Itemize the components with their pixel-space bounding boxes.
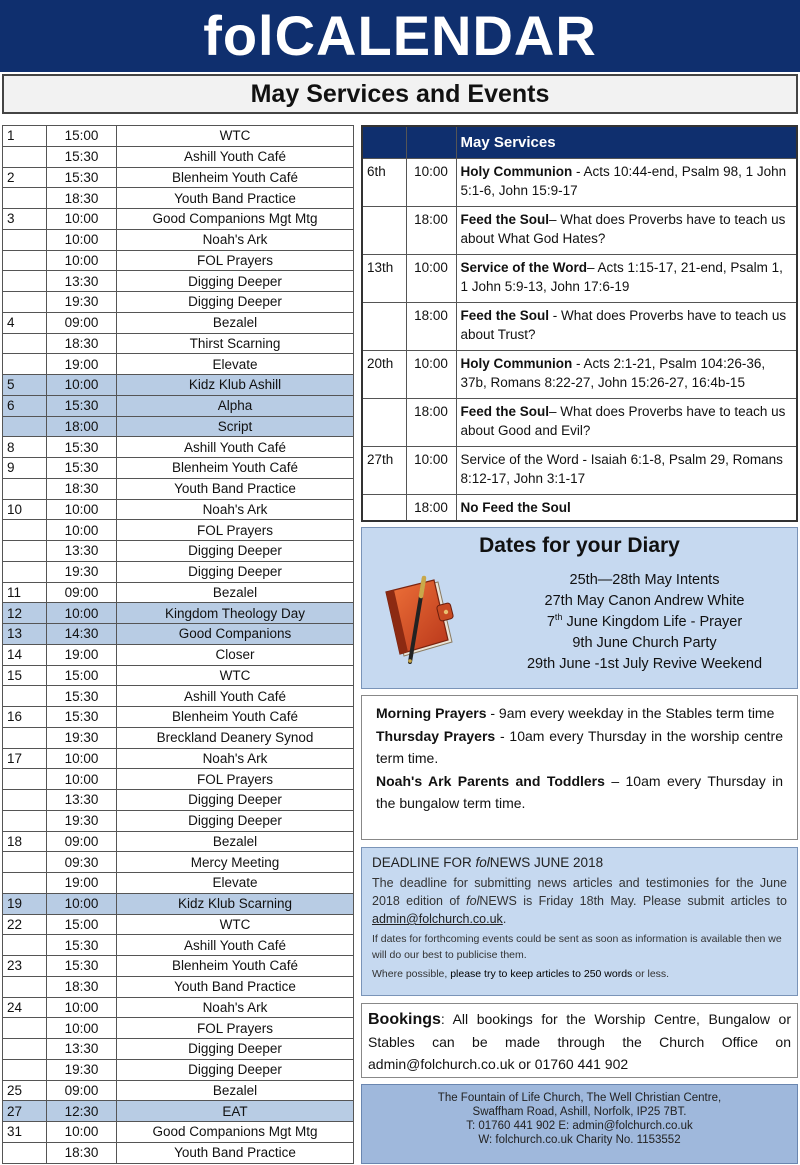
calendar-row <box>3 416 354 437</box>
calendar-day-cell: 12 <box>3 603 47 624</box>
calendar-row <box>3 312 354 333</box>
calendar-day-cell <box>3 852 47 873</box>
calendar-day-cell: 1 <box>3 126 47 147</box>
calendar-event-cell: Noah's Ark <box>117 748 354 769</box>
calendar-event-cell: FOL Prayers <box>117 520 354 541</box>
calendar-event-cell: Ashill Youth Café <box>117 935 354 956</box>
service-name: Holy Communion <box>460 355 573 371</box>
calendar-time-cell: 19:30 <box>47 810 117 831</box>
service-description-cell <box>456 254 797 302</box>
calendar-day-cell: 18 <box>3 831 47 852</box>
services-table <box>361 125 798 522</box>
calendar-row <box>3 146 354 167</box>
page-subtitle: May Services and Events <box>2 74 798 114</box>
calendar-row <box>3 582 354 603</box>
calendar-time-cell: 19:00 <box>47 873 117 894</box>
calendar-row <box>3 956 354 977</box>
calendar-day-cell <box>3 561 47 582</box>
calendar-time-cell: 09:00 <box>47 312 117 333</box>
service-time-cell: 10:00 <box>406 350 456 398</box>
calendar-row <box>3 561 354 582</box>
service-name: Holy Communion <box>460 163 573 179</box>
calendar-row <box>3 229 354 250</box>
calendar-row <box>3 188 354 209</box>
calendar-event-cell: Bezalel <box>117 831 354 852</box>
calendar-time-cell: 13:30 <box>47 790 117 811</box>
noahs-ark-text: Noah's Ark Parents and Toddlers – 10am every Thursday in the bungalow term time. <box>376 772 783 811</box>
footer-line: T: 01760 441 902 E: admin@folchurch.co.uk <box>466 1120 693 1132</box>
calendar-time-cell: 10:00 <box>47 997 117 1018</box>
calendar-event-cell: Blenheim Youth Café <box>117 707 354 728</box>
calendar-time-cell: 19:30 <box>47 561 117 582</box>
header-time-cell <box>406 126 456 158</box>
events-calendar-table <box>2 125 354 1164</box>
calendar-row <box>3 1080 354 1101</box>
calendar-day-cell <box>3 541 47 562</box>
calendar-row <box>3 333 354 354</box>
service-readings: – What does Proverbs have to teach us about What God Hates? <box>460 211 786 246</box>
calendar-event-cell: Good Companions Mgt Mtg <box>117 1122 354 1143</box>
calendar-event-cell: Blenheim Youth Café <box>117 956 354 977</box>
calendar-day-cell <box>3 1039 47 1060</box>
calendar-day-cell <box>3 873 47 894</box>
calendar-day-cell: 31 <box>3 1122 47 1143</box>
diary-item: 7th June Kingdom Life - Prayer <box>546 612 743 630</box>
calendar-day-cell <box>3 1018 47 1039</box>
calendar-time-cell: 15:00 <box>47 914 117 935</box>
calendar-day-cell: 4 <box>3 312 47 333</box>
calendar-row <box>3 395 354 416</box>
calendar-row <box>3 914 354 935</box>
calendar-row <box>3 624 354 645</box>
calendar-day-cell: 22 <box>3 914 47 935</box>
calendar-event-cell: Blenheim Youth Café <box>117 167 354 188</box>
calendar-event-cell: Youth Band Practice <box>117 1142 354 1163</box>
calendar-row <box>3 748 354 769</box>
calendar-event-cell: Kidz Klub Scarning <box>117 893 354 914</box>
calendar-time-cell: 09:00 <box>47 582 117 603</box>
service-description-cell <box>456 158 797 206</box>
calendar-row <box>3 478 354 499</box>
calendar-row <box>3 520 354 541</box>
calendar-time-cell: 10:00 <box>47 1018 117 1039</box>
calendar-time-cell: 18:30 <box>47 478 117 499</box>
calendar-time-cell: 14:30 <box>47 624 117 645</box>
diary-item: 29th June -1st July Revive Weekend <box>526 656 763 672</box>
calendar-time-cell: 19:00 <box>47 644 117 665</box>
calendar-time-cell: 13:30 <box>47 541 117 562</box>
admin-email-link[interactable]: admin@folchurch.co.uk <box>372 912 503 926</box>
calendar-event-cell: Ashill Youth Café <box>117 686 354 707</box>
calendar-day-cell: 3 <box>3 209 47 230</box>
calendar-day-cell: 15 <box>3 665 47 686</box>
calendar-day-cell <box>3 250 47 271</box>
calendar-day-cell: 27 <box>3 1101 47 1122</box>
calendar-event-cell: WTC <box>117 665 354 686</box>
calendar-time-cell: 10:00 <box>47 748 117 769</box>
service-description-cell <box>456 446 797 494</box>
calendar-row <box>3 437 354 458</box>
calendar-time-cell: 18:00 <box>47 416 117 437</box>
calendar-day-cell: 13 <box>3 624 47 645</box>
calendar-row <box>3 375 354 396</box>
calendar-day-cell: 2 <box>3 167 47 188</box>
service-row <box>362 302 797 350</box>
service-readings: - Acts 2:1-21, Psalm 104:26-36, 37b, Romans 8:22-27, John 15:26-27, 16:4b-15 <box>460 355 766 390</box>
service-description-cell <box>456 302 797 350</box>
calendar-row <box>3 976 354 997</box>
calendar-event-cell: Good Companions <box>117 624 354 645</box>
calendar-day-cell: 5 <box>3 375 47 396</box>
calendar-event-cell: Ashill Youth Café <box>117 146 354 167</box>
calendar-time-cell: 19:00 <box>47 354 117 375</box>
calendar-row <box>3 997 354 1018</box>
calendar-day-cell <box>3 146 47 167</box>
calendar-row <box>3 665 354 686</box>
calendar-event-cell: Youth Band Practice <box>117 976 354 997</box>
calendar-row <box>3 686 354 707</box>
calendar-day-cell <box>3 478 47 499</box>
service-day-cell <box>362 398 406 446</box>
calendar-row <box>3 1101 354 1122</box>
church-contact-footer <box>361 1084 798 1164</box>
calendar-row <box>3 1018 354 1039</box>
calendar-event-cell: Blenheim Youth Café <box>117 458 354 479</box>
calendar-row <box>3 831 354 852</box>
calendar-time-cell: 15:00 <box>47 665 117 686</box>
service-row <box>362 254 797 302</box>
service-readings: - What does Proverbs have to teach us about Trust? <box>460 307 787 342</box>
calendar-time-cell: 15:00 <box>47 126 117 147</box>
calendar-row <box>3 1059 354 1080</box>
calendar-day-cell <box>3 229 47 250</box>
calendar-time-cell: 13:30 <box>47 1039 117 1060</box>
calendar-event-cell: Kidz Klub Ashill <box>117 375 354 396</box>
calendar-time-cell: 19:30 <box>47 292 117 313</box>
calendar-day-cell: 16 <box>3 707 47 728</box>
calendar-row <box>3 935 354 956</box>
calendar-time-cell: 10:00 <box>47 520 117 541</box>
deadline-word-limit-note: Where possible, please try to keep articles to 250 words or less. <box>372 968 670 980</box>
calendar-row <box>3 292 354 313</box>
calendar-row <box>3 458 354 479</box>
calendar-event-cell: Noah's Ark <box>117 997 354 1018</box>
diary-box <box>361 527 798 689</box>
deadline-paragraph: The deadline for submitting news articles and testimonies for the June 2018 edition of folNEWS is Friday 18th May. Please submit articles to admin@folchurch.co.uk. <box>372 876 787 926</box>
calendar-event-cell: EAT <box>117 1101 354 1122</box>
prayers-box <box>361 695 798 840</box>
calendar-time-cell: 15:30 <box>47 395 117 416</box>
calendar-time-cell: 10:00 <box>47 209 117 230</box>
calendar-row <box>3 852 354 873</box>
service-day-cell <box>362 302 406 350</box>
morning-prayers-text: Morning Prayers - 9am every weekday in the Stables term time <box>376 705 775 721</box>
calendar-day-cell: 9 <box>3 458 47 479</box>
calendar-time-cell: 10:00 <box>47 603 117 624</box>
calendar-event-cell: Youth Band Practice <box>117 188 354 209</box>
calendar-event-cell: Noah's Ark <box>117 229 354 250</box>
calendar-row <box>3 209 354 230</box>
calendar-row <box>3 644 354 665</box>
calendar-row <box>3 250 354 271</box>
deadline-heading: DEADLINE FOR folNEWS JUNE 2018 <box>372 855 604 870</box>
calendar-event-cell: Elevate <box>117 873 354 894</box>
calendar-day-cell <box>3 188 47 209</box>
service-time-cell: 10:00 <box>406 446 456 494</box>
calendar-event-cell: Closer <box>117 644 354 665</box>
diary-item: 9th June Church Party <box>572 635 717 651</box>
calendar-time-cell: 09:30 <box>47 852 117 873</box>
service-name: Feed the Soul <box>460 403 550 419</box>
calendar-day-cell: 11 <box>3 582 47 603</box>
calendar-time-cell: 15:30 <box>47 956 117 977</box>
service-time-cell: 10:00 <box>406 158 456 206</box>
diary-list <box>502 570 787 675</box>
service-row <box>362 494 797 521</box>
calendar-time-cell: 15:30 <box>47 146 117 167</box>
calendar-event-cell: Digging Deeper <box>117 790 354 811</box>
service-time-cell: 18:00 <box>406 494 456 521</box>
calendar-day-cell <box>3 271 47 292</box>
calendar-time-cell: 15:30 <box>47 458 117 479</box>
calendar-event-cell: Digging Deeper <box>117 1039 354 1060</box>
calendar-time-cell: 09:00 <box>47 831 117 852</box>
calendar-row <box>3 810 354 831</box>
calendar-event-cell: Youth Band Practice <box>117 478 354 499</box>
service-row <box>362 158 797 206</box>
calendar-time-cell: 19:30 <box>47 1059 117 1080</box>
diary-title: Dates for your Diary <box>479 534 680 557</box>
calendar-event-cell: Ashill Youth Café <box>117 437 354 458</box>
service-readings: – Acts 1:15-17, 21-end, Psalm 1, 1 John 5:9-13, John 17:6-19 <box>460 259 783 294</box>
calendar-time-cell: 15:30 <box>47 437 117 458</box>
thursday-prayers-text: Thursday Prayers - 10am every Thursday in the worship centre term time. <box>376 727 783 766</box>
calendar-day-cell: 8 <box>3 437 47 458</box>
calendar-time-cell: 10:00 <box>47 250 117 271</box>
calendar-row <box>3 769 354 790</box>
service-row <box>362 350 797 398</box>
calendar-day-cell: 10 <box>3 499 47 520</box>
calendar-day-cell: 19 <box>3 893 47 914</box>
calendar-day-cell <box>3 333 47 354</box>
calendar-day-cell <box>3 292 47 313</box>
calendar-row <box>3 541 354 562</box>
service-day-cell <box>362 494 406 521</box>
calendar-event-cell: Thirst Scarning <box>117 333 354 354</box>
footer-line: Swaffham Road, Ashill, Norfolk, IP25 7BT. <box>472 1106 687 1118</box>
calendar-day-cell <box>3 354 47 375</box>
calendar-time-cell: 18:30 <box>47 333 117 354</box>
calendar-time-cell: 19:30 <box>47 727 117 748</box>
service-description-cell <box>456 494 797 521</box>
calendar-event-cell: Bezalel <box>117 582 354 603</box>
calendar-day-cell: 24 <box>3 997 47 1018</box>
calendar-event-cell: WTC <box>117 126 354 147</box>
calendar-time-cell: 18:30 <box>47 976 117 997</box>
service-name: Service of the Word <box>460 259 588 275</box>
calendar-event-cell: Mercy Meeting <box>117 852 354 873</box>
calendar-event-cell: WTC <box>117 914 354 935</box>
service-readings: – What does Proverbs have to teach us about Good and Evil? <box>460 403 786 438</box>
deadline-events-note: If dates for forthcoming events could be sent as soon as information is available then we will do our best to publicise them. <box>372 933 782 961</box>
service-row <box>362 206 797 254</box>
calendar-event-cell: FOL Prayers <box>117 1018 354 1039</box>
news-deadline-box <box>361 847 798 996</box>
calendar-day-cell <box>3 769 47 790</box>
calendar-row <box>3 126 354 147</box>
calendar-event-cell: FOL Prayers <box>117 250 354 271</box>
calendar-row <box>3 167 354 188</box>
calendar-day-cell <box>3 790 47 811</box>
calendar-time-cell: 10:00 <box>47 893 117 914</box>
calendar-event-cell: Alpha <box>117 395 354 416</box>
diary-item: 27th May Canon Andrew White <box>544 593 745 609</box>
calendar-row <box>3 790 354 811</box>
calendar-event-cell: Noah's Ark <box>117 499 354 520</box>
calendar-day-cell: 14 <box>3 644 47 665</box>
calendar-time-cell: 15:30 <box>47 167 117 188</box>
calendar-event-cell: Digging Deeper <box>117 810 354 831</box>
service-time-cell: 18:00 <box>406 302 456 350</box>
calendar-event-cell: Digging Deeper <box>117 1059 354 1080</box>
calendar-day-cell: 6 <box>3 395 47 416</box>
calendar-row <box>3 727 354 748</box>
calendar-title: folCALENDAR <box>0 0 800 72</box>
service-row <box>362 398 797 446</box>
service-name: Feed the Soul <box>460 211 550 227</box>
service-readings: Service of the Word - Isaiah 6:1-8, Psalm 29, Romans 8:12-17, John 3:1-17 <box>460 451 783 486</box>
calendar-time-cell: 10:00 <box>47 229 117 250</box>
footer-line: The Fountain of Life Church, The Well Christian Centre, <box>437 1092 722 1104</box>
calendar-event-cell: Breckland Deanery Synod <box>117 727 354 748</box>
calendar-day-cell <box>3 935 47 956</box>
bookings-label: Bookings <box>368 1011 441 1028</box>
calendar-time-cell: 12:30 <box>47 1101 117 1122</box>
calendar-row <box>3 603 354 624</box>
service-day-cell: 6th <box>362 158 406 206</box>
calendar-event-cell: Elevate <box>117 354 354 375</box>
service-day-cell <box>362 206 406 254</box>
calendar-day-cell <box>3 416 47 437</box>
service-day-cell: 13th <box>362 254 406 302</box>
calendar-day-cell <box>3 1059 47 1080</box>
calendar-time-cell: 15:30 <box>47 707 117 728</box>
calendar-row <box>3 873 354 894</box>
calendar-time-cell: 10:00 <box>47 769 117 790</box>
service-readings: - Acts 10:44-end, Psalm 98, 1 John 5:1-6, John 15:9-17 <box>460 163 787 198</box>
service-row <box>362 446 797 494</box>
service-day-cell: 20th <box>362 350 406 398</box>
calendar-day-cell <box>3 976 47 997</box>
service-description-cell <box>456 350 797 398</box>
calendar-day-cell <box>3 1142 47 1163</box>
calendar-row <box>3 1039 354 1060</box>
services-header-row <box>362 126 797 158</box>
bookings-box <box>361 1003 798 1078</box>
calendar-row <box>3 707 354 728</box>
calendar-event-cell: Digging Deeper <box>117 541 354 562</box>
calendar-row <box>3 1122 354 1143</box>
service-name: No Feed the Soul <box>460 499 571 515</box>
calendar-event-cell: FOL Prayers <box>117 769 354 790</box>
calendar-time-cell: 09:00 <box>47 1080 117 1101</box>
bookings-text: : All bookings for the Worship Centre, Bungalow or Stables can be made through the Church Office on admin@folchurch.co.uk or 01760 441 902 <box>368 1011 791 1072</box>
service-time-cell: 18:00 <box>406 206 456 254</box>
service-name: Feed the Soul <box>460 307 550 323</box>
calendar-row <box>3 893 354 914</box>
calendar-time-cell: 18:30 <box>47 188 117 209</box>
calendar-day-cell: 23 <box>3 956 47 977</box>
calendar-event-cell: Good Companions Mgt Mtg <box>117 209 354 230</box>
planner-book-icon <box>380 574 462 664</box>
calendar-day-cell <box>3 810 47 831</box>
service-description-cell <box>456 206 797 254</box>
calendar-time-cell: 15:30 <box>47 686 117 707</box>
calendar-row <box>3 271 354 292</box>
header-day-cell <box>362 126 406 158</box>
calendar-time-cell: 18:30 <box>47 1142 117 1163</box>
services-heading: May Services <box>456 126 797 158</box>
calendar-row <box>3 354 354 375</box>
calendar-event-cell: Digging Deeper <box>117 561 354 582</box>
calendar-event-cell: Digging Deeper <box>117 292 354 313</box>
diary-item: 25th—28th May Intents <box>569 572 720 588</box>
calendar-event-cell: Script <box>117 416 354 437</box>
service-time-cell: 10:00 <box>406 254 456 302</box>
calendar-time-cell: 10:00 <box>47 375 117 396</box>
calendar-time-cell: 13:30 <box>47 271 117 292</box>
calendar-event-cell: Bezalel <box>117 1080 354 1101</box>
calendar-day-cell <box>3 727 47 748</box>
calendar-day-cell: 25 <box>3 1080 47 1101</box>
calendar-time-cell: 10:00 <box>47 1122 117 1143</box>
service-day-cell: 27th <box>362 446 406 494</box>
calendar-row <box>3 1142 354 1163</box>
calendar-row <box>3 499 354 520</box>
calendar-event-cell: Kingdom Theology Day <box>117 603 354 624</box>
calendar-day-cell <box>3 686 47 707</box>
calendar-time-cell: 10:00 <box>47 499 117 520</box>
calendar-event-cell: Bezalel <box>117 312 354 333</box>
calendar-day-cell <box>3 520 47 541</box>
service-description-cell <box>456 398 797 446</box>
calendar-event-cell: Digging Deeper <box>117 271 354 292</box>
calendar-day-cell: 17 <box>3 748 47 769</box>
service-time-cell: 18:00 <box>406 398 456 446</box>
footer-line: W: folchurch.co.uk Charity No. 1153552 <box>478 1134 681 1146</box>
calendar-time-cell: 15:30 <box>47 935 117 956</box>
